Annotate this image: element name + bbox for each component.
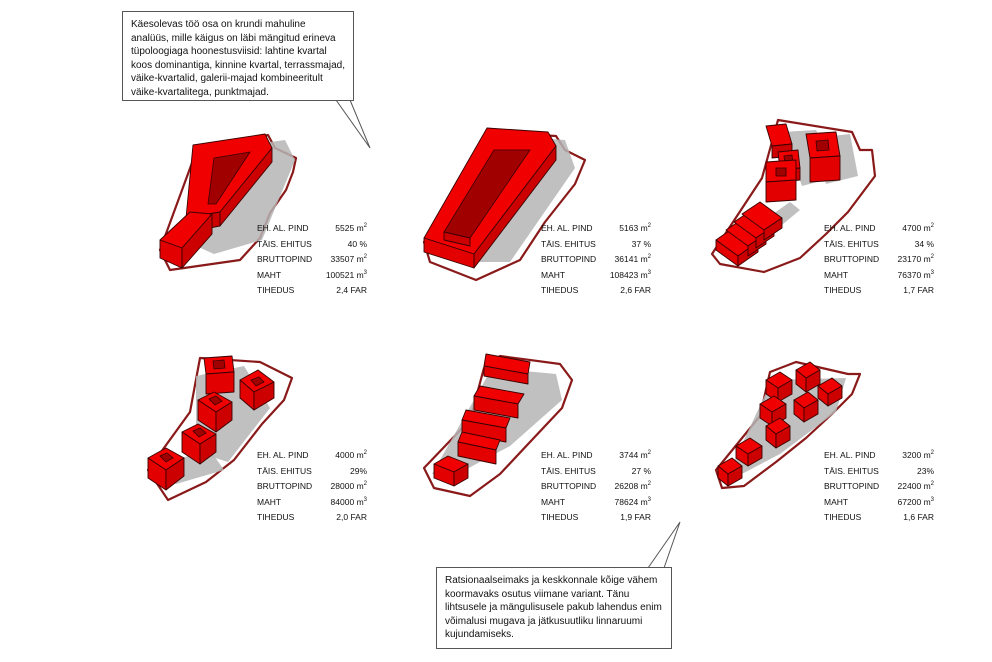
stat-row-brutto: BRUTTOPIND 33507 $m^2$ xyxy=(257,254,367,265)
stat-row-maht: MAHT 67200 $m^3$ xyxy=(824,496,934,507)
stat-row-brutto: BRUTTOPIND 28000 $m^2$ xyxy=(257,481,367,492)
stats-variant-3 xyxy=(824,221,934,299)
stat-row-pind: EH. AL. PIND 5163 $m^2$ xyxy=(541,223,651,233)
intro-callout xyxy=(122,11,354,101)
stat-row-ehitus: TÄIS. EHITUS 40 % xyxy=(257,238,367,249)
stat-row-pind: EH. AL. PIND 4700 $m^2$ xyxy=(824,223,934,233)
stat-row-tihedus: TIHEDUS 1,7 FAR xyxy=(824,285,934,296)
stat-row-ehitus: TÄIS. EHITUS 34 % xyxy=(824,238,934,249)
stat-row-maht: MAHT 108423 $m^3$ xyxy=(541,269,651,280)
stat-row-brutto: BRUTTOPIND 22400 $m^2$ xyxy=(824,481,934,492)
intro-callout-tail xyxy=(336,100,370,148)
stats-variant-4 xyxy=(257,448,367,526)
stat-row-tihedus: TIHEDUS 1,6 FAR xyxy=(824,512,934,523)
stat-row-maht: MAHT 84000 $m^3$ xyxy=(257,496,367,507)
stat-row-brutto: BRUTTOPIND 23170 $m^2$ xyxy=(824,254,934,265)
stat-row-pind: EH. AL. PIND 3200 $m^2$ xyxy=(824,450,934,460)
stat-row-ehitus: TÄIS. EHITUS 27 % xyxy=(541,465,651,476)
stat-row-pind: EH. AL. PIND 3744 $m^2$ xyxy=(541,450,651,460)
conclusion-callout-text: Ratsionaalseimaks ja keskkonnale kõige vähem koormavaks osutus viimane variant. Tänu lihtsusele ja mängulisusele pakub lahendus enim võimalusi mugava ja jätkusuutliku linnaruumi kujundamiseks. xyxy=(445,575,662,640)
stat-row-ehitus: TÄIS. EHITUS 23% xyxy=(824,465,934,476)
stat-row-tihedus: TIHEDUS 2,4 FAR xyxy=(257,285,367,296)
stats-variant-2 xyxy=(541,221,651,299)
conclusion-callout-tail xyxy=(648,522,680,568)
stat-row-pind: EH. AL. PIND 5525 $m^2$ xyxy=(257,223,367,233)
stats-variant-5 xyxy=(541,448,651,526)
stat-row-brutto: BRUTTOPIND 26208 $m^2$ xyxy=(541,481,651,492)
conclusion-callout xyxy=(436,567,672,649)
stat-row-maht: MAHT 76370 $m^3$ xyxy=(824,269,934,280)
stat-row-tihedus: TIHEDUS 2,6 FAR xyxy=(541,285,651,296)
stat-row-ehitus: TÄIS. EHITUS 37 % xyxy=(541,238,651,249)
stat-row-brutto: BRUTTOPIND 36141 $m^2$ xyxy=(541,254,651,265)
stat-row-maht: MAHT 78624 $m^3$ xyxy=(541,496,651,507)
stats-variant-1 xyxy=(257,221,367,299)
intro-callout-text: Käesolevas töö osa on krundi mahuline analüüs, mille käigus on läbi mängitud erineva tüpoloogiaga hoonestusviisid: lahtine kvartal koos dominantiga, kinnine kvartal, terrassmajad, väike-kvartalid, galerii-majad kombineeritult väike-kvartalitega, punktmajad. xyxy=(131,19,345,98)
stat-row-tihedus: TIHEDUS 2,0 FAR xyxy=(257,512,367,523)
stat-row-ehitus: TÄIS. EHITUS 29% xyxy=(257,465,367,476)
stat-row-tihedus: TIHEDUS 1,9 FAR xyxy=(541,512,651,523)
stat-row-pind: EH. AL. PIND 4000 $m^2$ xyxy=(257,450,367,460)
stat-row-maht: MAHT 100521 $m^3$ xyxy=(257,269,367,280)
stats-variant-6 xyxy=(824,448,934,526)
